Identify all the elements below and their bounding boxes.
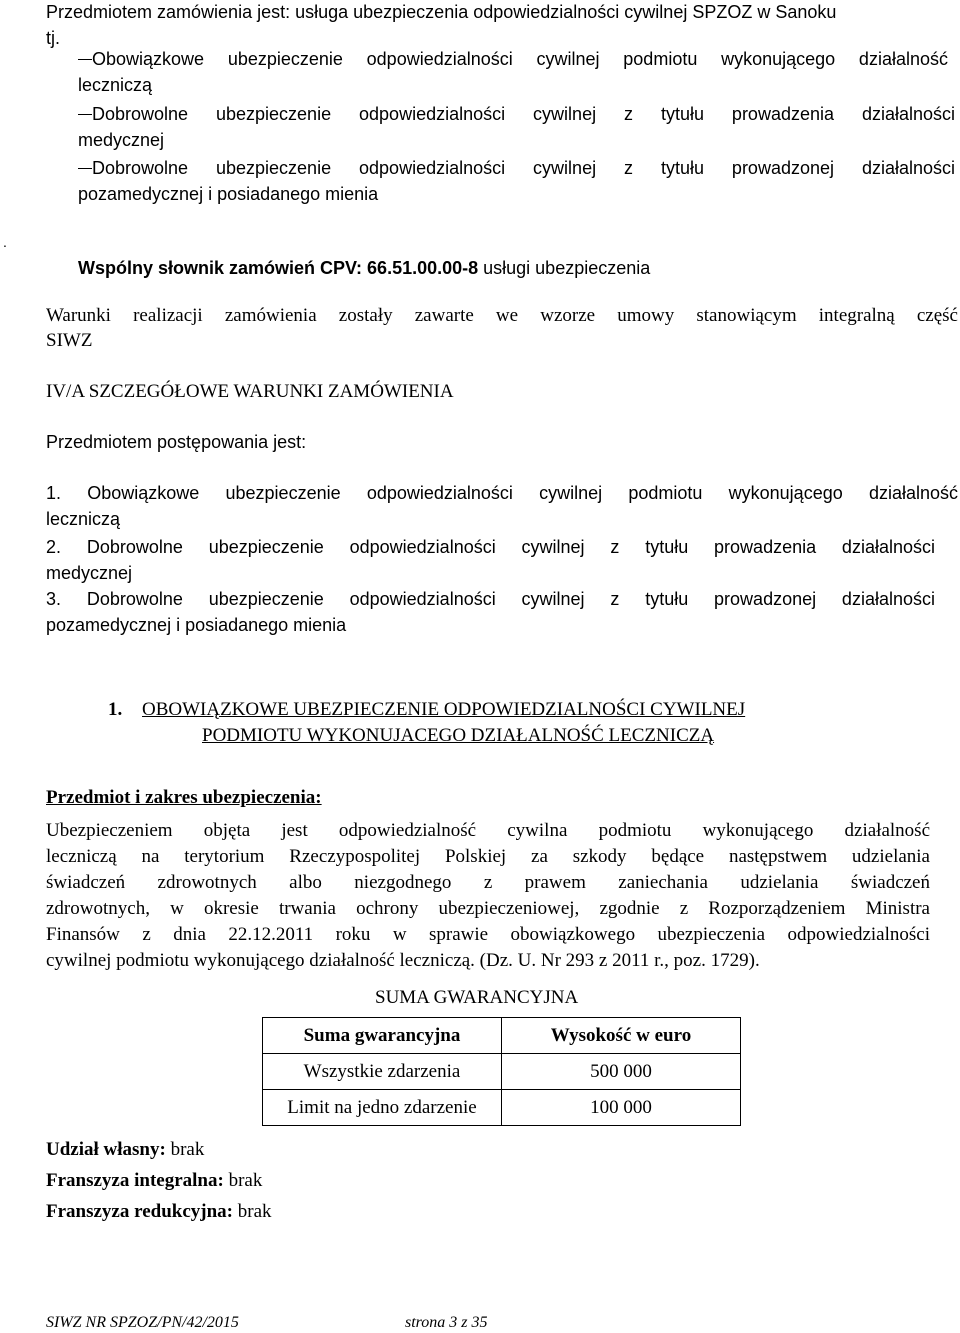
table-row — [263, 1090, 741, 1126]
scope-line-6: cywilnej podmiotu wykonującego działalność leczniczą. (Dz. U. Nr 293 z 2011 r., poz. 1729). — [46, 950, 760, 971]
numbered-item-3-cont: pozamedycznej i posiadanego mienia — [46, 615, 347, 635]
table-header-cell: Suma gwarancyjna — [263, 1018, 502, 1054]
table-row — [263, 1054, 741, 1090]
scope-line-1: Ubezpieczeniem objęta jest odpowiedzialność cywilna podmiotu wykonującego działalność — [46, 820, 930, 841]
cpv-line — [78, 258, 650, 279]
warunki-line-2: SIWZ — [46, 330, 93, 351]
scope-line-3: świadczeń zdrowotnych albo niezgodnego z prawem zaniechania udzielania świadczeń — [46, 872, 930, 893]
dash-bullet — [78, 114, 92, 115]
heading1-number: 1. — [108, 699, 123, 720]
scope-line-4: zdrowotnych, w okresie trwania ochrony ubezpieczeniowej, zgodnie z Rozporządzeniem Ministra — [46, 898, 930, 919]
numbered-item-1: 1. Obowiązkowe ubezpieczenie odpowiedzialności cywilnej podmiotu wykonującego działalność — [46, 483, 958, 503]
scope-heading: Przedmiot i zakres ubezpieczenia: — [46, 787, 322, 808]
suma-table — [262, 1017, 741, 1126]
suma-heading: SUMA GWARANCYJNA — [375, 987, 579, 1008]
intro-line-1: Przedmiotem zamówienia jest: usługa ubezpieczenia odpowiedzialności cywilnej SPZOZ w Sanoku — [46, 2, 837, 22]
dash-item-1-cont: leczniczą — [78, 75, 153, 95]
heading1-line-2: PODMIOTU WYKONUJACEGO DZIAŁALNOŚĆ LECZNICZĄ — [202, 725, 715, 746]
scope-line-2: leczniczą na terytorium Rzeczypospolitej Polskiej za szkody będące następstwem udzielania — [46, 846, 930, 867]
dash-item-3-cont: pozamedycznej i posiadanego mienia — [78, 184, 379, 204]
cpv-label: Wspólny słownik zamówień CPV: 66.51.00.00-8 — [78, 258, 479, 278]
table-header-row — [263, 1018, 741, 1054]
dash-bullet — [78, 59, 92, 60]
term-franszyza-redukcyjna: Franszyza redukcyjna: brak — [46, 1201, 272, 1222]
table-header-cell: Wysokość w euro — [502, 1018, 741, 1054]
numbered-item-2-cont: medycznej — [46, 563, 133, 583]
footer-doc-id: SIWZ NR SPZOZ/PN/42/2015 — [46, 1314, 239, 1331]
margin-dot: . — [3, 234, 7, 250]
dash-bullet — [78, 168, 92, 169]
dash-item-1: Obowiązkowe ubezpieczenie odpowiedzialności cywilnej podmiotu wykonującego działalność — [78, 49, 948, 70]
table-cell: 100 000 — [502, 1090, 741, 1126]
table-cell: Wszystkie zdarzenia — [263, 1054, 502, 1090]
subject-label: Przedmiotem postępowania jest: — [46, 432, 307, 452]
heading1-line-1: OBOWIĄZKOWE UBEZPIECZENIE ODPOWIEDZIALNOŚCI CYWILNEJ — [142, 699, 746, 720]
table-cell: 500 000 — [502, 1054, 741, 1090]
dash-item-2: Dobrowolne ubezpieczenie odpowiedzialności cywilnej z tytułu prowadzenia działalności — [78, 104, 955, 125]
section-heading: IV/A SZCZEGÓŁOWE WARUNKI ZAMÓWIENIA — [46, 381, 454, 402]
term-franszyza-integralna: Franszyza integralna: brak — [46, 1170, 263, 1191]
numbered-item-3: 3. Dobrowolne ubezpieczenie odpowiedzialności cywilnej z tytułu prowadzonej działalności — [46, 589, 935, 609]
dash-item-3: Dobrowolne ubezpieczenie odpowiedzialności cywilnej z tytułu prowadzonej działalności — [78, 158, 955, 179]
warunki-line-1: Warunki realizacji zamówienia zostały zawarte we wzorze umowy stanowiącym integralną część — [46, 305, 958, 326]
footer-page-number: strona 3 z 35 — [405, 1314, 488, 1331]
scope-line-5: Finansów z dnia 22.12.2011 roku w sprawie obowiązkowego ubezpieczenia odpowiedzialności — [46, 924, 930, 945]
numbered-item-1-cont: leczniczą — [46, 509, 121, 529]
table-cell: Limit na jedno zdarzenie — [263, 1090, 502, 1126]
intro-line-2: tj. — [46, 28, 61, 48]
term-udzial-wlasny: Udział własny: brak — [46, 1139, 205, 1160]
cpv-text: usługi ubezpieczenia — [478, 258, 651, 278]
numbered-item-2: 2. Dobrowolne ubezpieczenie odpowiedzialności cywilnej z tytułu prowadzenia działalności — [46, 537, 935, 557]
dash-item-2-cont: medycznej — [78, 130, 165, 150]
